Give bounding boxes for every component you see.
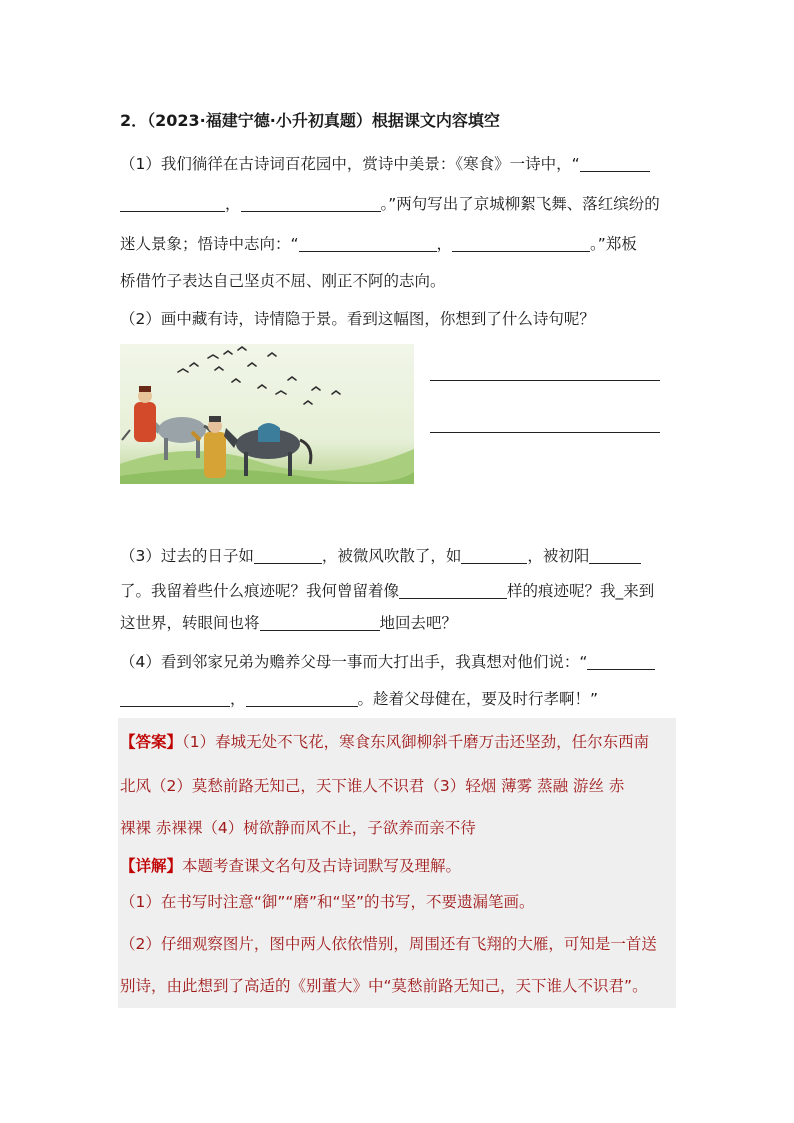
fill-blank[interactable]: [246, 690, 358, 707]
detail-line-3: （2）仔细观察图片，图中两人依依惜别，周围还有飞翔的大雁，可知是一首送: [120, 935, 657, 953]
fill-blank[interactable]: [461, 547, 527, 564]
question-title: [120, 110, 500, 132]
q4-line-2: ， 。趁着父母健在，要及时行孝啊！”: [120, 688, 598, 710]
answer-line-1: 【答案】（1）春城无处不飞花，寒食东风御柳斜千磨万击还坚劲，任尔东西南: [120, 733, 650, 751]
question-heading: 根据课文内容填空: [371, 111, 500, 130]
detail-line-4: 别诗，由此想到了高适的《别董大》中“莫愁前路无知己，天下谁人不识君”。: [120, 977, 648, 995]
q1-line-3: 迷人景象；悟诗中志向：“ ， 。”郑板: [120, 235, 637, 253]
fill-blank[interactable]: [452, 235, 590, 252]
answer-line[interactable]: [430, 432, 660, 433]
question-source: （2023·福建宁德·小升初真题）: [147, 111, 372, 130]
farewell-painting: [120, 344, 414, 484]
question-number: 2．: [120, 111, 148, 130]
fill-blank[interactable]: [580, 155, 650, 172]
answer-line-3: 裸裸 赤裸裸（4）树欲静而风不止，子欲养而亲不待: [120, 819, 476, 837]
fill-blank[interactable]: [399, 582, 507, 599]
q2-line-1: （2）画中藏有诗，诗情隐于景。看到这幅图，你想到了什么诗句呢？: [120, 310, 595, 328]
fill-blank[interactable]: [241, 195, 381, 212]
fill-blank[interactable]: [589, 547, 641, 564]
fill-blank[interactable]: [254, 547, 322, 564]
answer-line[interactable]: [430, 380, 660, 381]
answer-line-2: 北风（2）莫愁前路无知己，天下谁人不识君（3）轻烟 薄雾 蒸融 游丝 赤: [120, 777, 625, 795]
q3-line-2: 了。我留着些什么痕迹呢？我何曾留着像 样的痕迹呢？我_来到: [120, 582, 655, 600]
detail-tag: 【详解】: [120, 857, 183, 875]
fill-blank[interactable]: [299, 235, 437, 252]
detail-line-1: 【详解】本题考查课文名句及古诗词默写及理解。: [120, 857, 462, 875]
fill-blank[interactable]: [260, 614, 380, 631]
fill-blank[interactable]: [587, 653, 655, 670]
fill-blank[interactable]: [120, 690, 230, 707]
q1-line-1: （1）我们徜徉在古诗词百花园中，赏诗中美景：《寒食》一诗中，“: [120, 153, 650, 175]
answer-tag: 【答案】: [120, 733, 183, 751]
detail-line-2: （1）在书写时注意“御”“磨”和“坚”的书写，不要遗漏笔画。: [120, 893, 535, 911]
q3-line-1: （3）过去的日子如 ，被微风吹散了，如 ，被初阳: [120, 545, 641, 567]
q1-line-4: 桥借竹子表达自己坚贞不屈、刚正不阿的志向。: [120, 272, 446, 290]
q1-line-2: ， 。”两句写出了京城柳絮飞舞、落红缤纷的: [120, 193, 660, 215]
q4-line-1: （4）看到邻家兄弟为赡养父母一事而大打出手，我真想对他们说：“: [120, 651, 655, 673]
q3-line-3: 这世界，转眼间也将 地回去吧？: [120, 614, 458, 632]
fill-blank[interactable]: [120, 195, 225, 212]
